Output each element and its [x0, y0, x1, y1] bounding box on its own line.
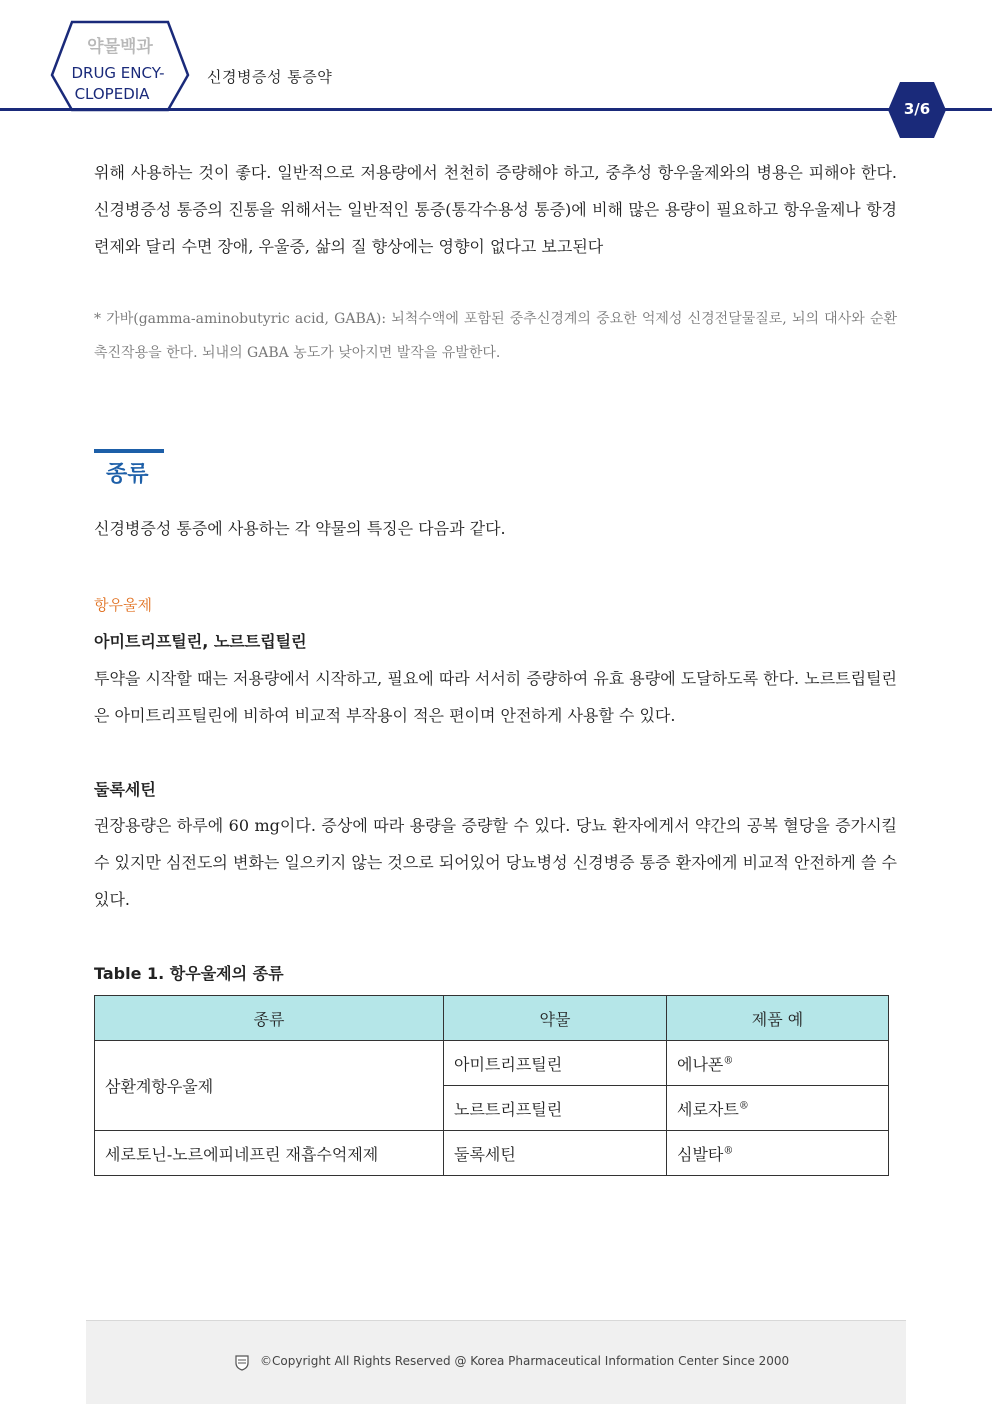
table-cell-drug: 둘록세틴 [444, 1131, 667, 1176]
table-row [95, 1041, 889, 1086]
table-cell-category: 삼환계항우울제 [95, 1041, 444, 1131]
drug-description-duloxetine: 권장용량은 하루에 60 mg이다. 증상에 따라 용량을 증량할 수 있다. 당뇨 환자에게서 약간의 공복 혈당을 증가시킬 수 있지만 심전도의 변화는 일으키지 않는 것으로 되어있어 당뇨병성 신경병증 통증 환자에게 비교적 안전하게 쓸 수 있다. [94, 816, 897, 909]
logo-english-line1: DRUG ENCY- [71, 64, 165, 82]
table-header-row [95, 996, 889, 1041]
intro-paragraph: 위해 사용하는 것이 좋다. 일반적으로 저용량에서 천천히 증량해야 하고, 중추성 항우울제와의 병용은 피해야 한다. 신경병증성 통증의 진통을 위해서는 일반적인 통증(통각수용성 통증)에 비해 많은 용량이 필요하고 항우울제나 항경련제와 달리 수면 장애, 우울증, 삶의 질 향상에는 영향이 없다고 보고된다 [94, 163, 897, 256]
drug-description-amitriptyline: 투약을 시작할 때는 저용량에서 시작하고, 필요에 따라 서서히 증량하여 유효 용량에 도달하도록 한다. 노르트립틸린은 아미트리프틸린에 비하여 비교적 부작용이 적은 편이며 안전하게 사용할 수 있다. [94, 669, 897, 725]
logo-english-line2: CLOPEDIA [74, 85, 150, 103]
product-name: 심발타 [677, 1144, 724, 1164]
category-label: 항우울제 [94, 596, 152, 614]
table-cell-product [667, 1086, 889, 1131]
table-caption: Table 1. 항우울제의 종류 [94, 964, 284, 983]
antidepressant-table [94, 995, 889, 1176]
encyclopedia-logo [50, 20, 190, 112]
logo-korean-text: 약물백과 [87, 37, 153, 57]
drug-title-duloxetine: 둘록세틴 [94, 780, 156, 799]
page-footer [86, 1320, 906, 1404]
section-title: 종류 [106, 462, 149, 487]
table-cell-drug: 노르트리프틸린 [444, 1086, 667, 1131]
section-intro: 신경병증성 통증에 사용하는 각 약물의 특징은 다음과 같다. [94, 519, 506, 538]
product-name: 세로자트 [677, 1099, 739, 1119]
table-cell-category: 세로토닌-노르에피네프린 재흡수억제제 [95, 1131, 444, 1176]
table-cell-product [667, 1041, 889, 1086]
drug-title-amitriptyline: 아미트리프틸린, 노르트립틸린 [94, 632, 307, 651]
registered-mark: ® [738, 1100, 749, 1112]
table-row [95, 1131, 889, 1176]
registered-mark: ® [723, 1055, 734, 1067]
product-name: 에나폰 [677, 1054, 724, 1074]
shield-emblem-icon [234, 1355, 250, 1371]
table-header-cell: 약물 [444, 996, 667, 1041]
registered-mark: ® [723, 1145, 734, 1157]
page-number: 3/6 [903, 100, 931, 118]
table-header-cell: 종류 [95, 996, 444, 1041]
section-accent-bar [94, 449, 164, 453]
header-title: 신경병증성 통증약 [207, 68, 333, 86]
table-cell-drug: 아미트리프틸린 [444, 1041, 667, 1086]
table-header-cell: 제품 예 [667, 996, 889, 1041]
copyright-text: ©Copyright All Rights Reserved @ Korea Pharmaceutical Information Center Since 2000 [260, 1354, 790, 1368]
gaba-footnote: * 가바(gamma-aminobutyric acid, GABA): 뇌척수액에 포함된 중추신경계의 중요한 억제성 신경전달물질로, 뇌의 대사와 순환 촉진작용을 한다. 뇌내의 GABA 농도가 낮아지면 발작을 유발한다. [94, 311, 897, 361]
table-cell-product [667, 1131, 889, 1176]
header-rule [0, 108, 992, 111]
